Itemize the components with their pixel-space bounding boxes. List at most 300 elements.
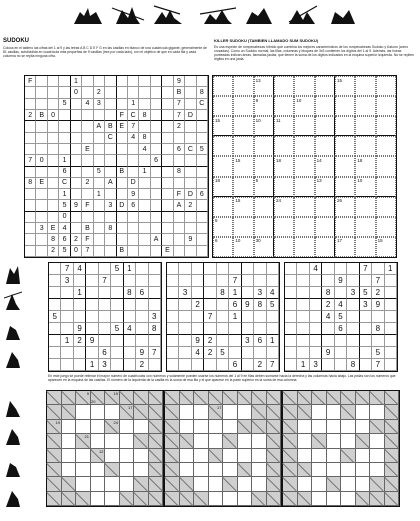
kakuro-entry-cell[interactable] [120, 477, 135, 491]
killer-cell[interactable] [213, 76, 233, 96]
sudoku9-cell[interactable] [242, 275, 254, 287]
sudoku16-cell[interactable]: F [82, 234, 93, 245]
kakuro-entry-cell[interactable] [223, 420, 238, 434]
sudoku9-cell[interactable]: 7 [204, 311, 216, 323]
sudoku9-cell[interactable]: 2 [372, 287, 384, 299]
sudoku16-cell[interactable]: 5 [94, 167, 105, 178]
sudoku16-cell[interactable] [48, 189, 59, 200]
sudoku9-cell[interactable] [267, 311, 279, 323]
kakuro-entry-cell[interactable] [238, 477, 253, 491]
killer-cell[interactable] [213, 177, 233, 197]
sudoku16-cell[interactable] [174, 178, 185, 189]
killer-cell[interactable] [355, 116, 375, 136]
sudoku16-cell[interactable] [174, 246, 185, 257]
kakuro-entry-cell[interactable] [312, 492, 327, 506]
sudoku16-cell[interactable] [185, 167, 196, 178]
sudoku9-cell[interactable]: 3 [99, 359, 111, 371]
sudoku9-cell[interactable]: 5 [49, 311, 61, 323]
killer-cell[interactable] [355, 156, 375, 176]
sudoku16-cell[interactable] [139, 189, 150, 200]
kakuro-entry-cell[interactable] [327, 463, 342, 477]
sudoku9-cell[interactable] [204, 287, 216, 299]
kakuro-entry-cell[interactable] [105, 405, 120, 419]
sudoku16-cell[interactable] [36, 200, 47, 211]
kakuro-entry-cell[interactable] [252, 477, 267, 491]
sudoku9-cell[interactable] [167, 359, 179, 371]
sudoku16-cell[interactable]: 0 [59, 212, 70, 223]
sudoku16-cell[interactable]: F [82, 200, 93, 211]
sudoku16-cell[interactable]: 6 [174, 144, 185, 155]
sudoku9-cell[interactable] [285, 359, 297, 371]
sudoku9-cell[interactable] [217, 311, 229, 323]
kakuro-entry-cell[interactable] [370, 449, 385, 463]
sudoku16-cell[interactable] [139, 99, 150, 110]
sudoku16-cell[interactable] [105, 189, 116, 200]
kakuro-entry-cell[interactable] [356, 449, 371, 463]
sudoku16-cell[interactable]: 7 [174, 99, 185, 110]
sudoku9-cell[interactable]: 3 [149, 311, 161, 323]
sudoku9-cell[interactable] [360, 335, 372, 347]
sudoku9-cell[interactable] [149, 335, 161, 347]
sudoku16-cell[interactable] [71, 144, 82, 155]
sudoku16-cell[interactable] [105, 76, 116, 87]
killer-cell[interactable] [294, 156, 314, 176]
sudoku9-cell[interactable] [179, 347, 191, 359]
sudoku9-cell[interactable] [360, 311, 372, 323]
sudoku16-cell[interactable]: 8 [197, 87, 208, 98]
killer-cell[interactable] [294, 116, 314, 136]
killer-cell[interactable] [315, 76, 335, 96]
sudoku16-cell[interactable]: D [185, 110, 196, 121]
sudoku9-cell[interactable] [124, 347, 136, 359]
sudoku9-cell[interactable] [149, 299, 161, 311]
kakuro-entry-cell[interactable] [134, 449, 149, 463]
sudoku9-cell[interactable] [49, 263, 61, 275]
sudoku16-cell[interactable] [117, 76, 128, 87]
sudoku9-cell[interactable] [335, 263, 347, 275]
sudoku9-cell[interactable] [179, 263, 191, 275]
sudoku9-cell[interactable] [285, 287, 297, 299]
sudoku9-cell[interactable]: 2 [192, 299, 204, 311]
kakuro-entry-cell[interactable] [356, 463, 371, 477]
sudoku16-cell[interactable] [128, 234, 139, 245]
sudoku9-cell[interactable] [124, 299, 136, 311]
kakuro-entry-cell[interactable] [76, 477, 91, 491]
sudoku16-cell[interactable] [48, 87, 59, 98]
sudoku9-cell[interactable] [267, 263, 279, 275]
sudoku9-cell[interactable] [124, 335, 136, 347]
sudoku16-cell[interactable] [162, 87, 173, 98]
sudoku16-cell[interactable] [94, 178, 105, 189]
sudoku16-cell[interactable] [128, 246, 139, 257]
sudoku16-cell[interactable] [139, 212, 150, 223]
kakuro-entry-cell[interactable] [370, 463, 385, 477]
sudoku9-cell[interactable] [242, 323, 254, 335]
killer-cell[interactable] [274, 116, 294, 136]
sudoku9-cell[interactable] [254, 323, 266, 335]
killer-cell[interactable] [274, 76, 294, 96]
sudoku9-cell[interactable] [285, 335, 297, 347]
sudoku16-cell[interactable] [25, 144, 36, 155]
sudoku9-cell[interactable]: 4 [74, 263, 86, 275]
sudoku16-cell[interactable] [197, 234, 208, 245]
kakuro-entry-cell[interactable] [312, 463, 327, 477]
killer-cell[interactable] [233, 136, 253, 156]
sudoku9-cell[interactable] [86, 299, 98, 311]
killer-cell[interactable] [355, 96, 375, 116]
sudoku16-cell[interactable]: 2 [82, 178, 93, 189]
sudoku16-cell[interactable] [105, 155, 116, 166]
kakuro-entry-cell[interactable] [209, 477, 224, 491]
sudoku9-cell[interactable] [136, 335, 148, 347]
sudoku16-cell[interactable] [128, 167, 139, 178]
sudoku16-cell[interactable] [105, 110, 116, 121]
sudoku16-cell[interactable] [71, 167, 82, 178]
sudoku9-cell[interactable] [285, 311, 297, 323]
sudoku9-cell[interactable] [242, 347, 254, 359]
killer-cell[interactable] [254, 156, 274, 176]
killer-cell[interactable] [294, 76, 314, 96]
kakuro-entry-cell[interactable] [356, 405, 371, 419]
sudoku16-cell[interactable] [151, 223, 162, 234]
sudoku9-cell[interactable] [297, 311, 309, 323]
sudoku9-cell[interactable] [242, 311, 254, 323]
sudoku9-cell[interactable] [179, 311, 191, 323]
killer-cell[interactable] [254, 136, 274, 156]
sudoku16-cell[interactable] [59, 110, 70, 121]
sudoku9-cell[interactable] [310, 275, 322, 287]
sudoku16-cell[interactable] [185, 121, 196, 132]
sudoku9-cell[interactable] [322, 323, 334, 335]
kakuro-entry-cell[interactable] [327, 434, 342, 448]
sudoku9-cell[interactable] [204, 275, 216, 287]
kakuro-entry-cell[interactable] [134, 463, 149, 477]
kakuro-entry-cell[interactable] [91, 463, 106, 477]
sudoku9-cell[interactable] [61, 359, 73, 371]
sudoku9-cell[interactable] [61, 287, 73, 299]
sudoku16-cell[interactable]: 3 [105, 200, 116, 211]
sudoku16-cell[interactable] [117, 99, 128, 110]
sudoku16-cell[interactable] [174, 234, 185, 245]
kakuro-entry-cell[interactable] [298, 477, 313, 491]
sudoku9-cell[interactable] [310, 323, 322, 335]
sudoku9-cell[interactable]: 1 [61, 335, 73, 347]
sudoku16-cell[interactable] [36, 212, 47, 223]
kakuro-entry-cell[interactable] [194, 449, 209, 463]
kakuro-entry-cell[interactable] [370, 434, 385, 448]
sudoku16-cell[interactable] [151, 212, 162, 223]
sudoku16-cell[interactable] [139, 234, 150, 245]
kakuro-entry-cell[interactable] [105, 492, 120, 506]
kakuro-entry-cell[interactable] [194, 405, 209, 419]
sudoku9-cell[interactable] [86, 323, 98, 335]
sudoku9-cell[interactable] [372, 263, 384, 275]
sudoku16-cell[interactable]: F [174, 189, 185, 200]
sudoku16-cell[interactable] [185, 246, 196, 257]
sudoku9-cell[interactable] [111, 335, 123, 347]
sudoku16-cell[interactable] [105, 144, 116, 155]
sudoku16-cell[interactable] [71, 223, 82, 234]
kakuro-entry-cell[interactable] [91, 405, 106, 419]
killer-cell[interactable] [376, 237, 396, 257]
sudoku16-cell[interactable] [151, 189, 162, 200]
sudoku16-cell[interactable]: A [174, 200, 185, 211]
sudoku16-cell[interactable]: E [36, 178, 47, 189]
killer-cell[interactable] [335, 76, 355, 96]
kakuro-entry-cell[interactable] [223, 463, 238, 477]
sudoku9-cell[interactable]: 4 [267, 287, 279, 299]
sudoku9-cell[interactable] [229, 263, 241, 275]
killer-cell[interactable] [355, 177, 375, 197]
sudoku9-cell[interactable] [124, 311, 136, 323]
sudoku16-cell[interactable]: 5 [59, 246, 70, 257]
sudoku16-cell[interactable] [174, 155, 185, 166]
sudoku16-cell[interactable]: C [185, 144, 196, 155]
sudoku9-cell[interactable] [111, 275, 123, 287]
killer-cell[interactable] [274, 177, 294, 197]
sudoku9-cell[interactable] [149, 263, 161, 275]
sudoku16-cell[interactable] [162, 99, 173, 110]
sudoku9-cell[interactable] [217, 335, 229, 347]
sudoku16-cell[interactable] [25, 246, 36, 257]
sudoku9-cell[interactable] [347, 263, 359, 275]
killer-cell[interactable] [213, 197, 233, 217]
sudoku16-cell[interactable] [174, 212, 185, 223]
sudoku9-cell[interactable] [167, 275, 179, 287]
killer-cell[interactable] [254, 76, 274, 96]
sudoku16-cell[interactable]: 7 [82, 246, 93, 257]
kakuro-entry-cell[interactable] [134, 420, 149, 434]
sudoku16-cell[interactable] [25, 121, 36, 132]
sudoku16-cell[interactable]: E [117, 121, 128, 132]
sudoku16-cell[interactable] [25, 212, 36, 223]
sudoku9-cell[interactable]: 7 [99, 275, 111, 287]
sudoku16-cell[interactable] [117, 155, 128, 166]
kakuro-entry-cell[interactable] [252, 463, 267, 477]
sudoku16-cell[interactable]: D [185, 189, 196, 200]
sudoku9-cell[interactable] [74, 347, 86, 359]
sudoku9-cell[interactable] [310, 287, 322, 299]
sudoku16-cell[interactable]: 8 [139, 133, 150, 144]
sudoku16-cell[interactable]: B [82, 223, 93, 234]
kakuro-entry-cell[interactable] [341, 492, 356, 506]
sudoku9-cell[interactable] [192, 359, 204, 371]
sudoku16-cell[interactable] [197, 155, 208, 166]
sudoku9-cell[interactable] [297, 323, 309, 335]
killer-cell[interactable] [254, 116, 274, 136]
sudoku16-cell[interactable] [139, 200, 150, 211]
sudoku9-cell[interactable]: 2 [204, 335, 216, 347]
killer-cell[interactable] [254, 197, 274, 217]
sudoku9-cell[interactable] [310, 335, 322, 347]
killer-cell[interactable] [294, 197, 314, 217]
sudoku9-cell[interactable] [310, 299, 322, 311]
sudoku16-cell[interactable] [185, 155, 196, 166]
sudoku9-cell[interactable] [335, 359, 347, 371]
sudoku9-cell[interactable] [229, 347, 241, 359]
sudoku9-cell[interactable] [385, 299, 397, 311]
killer-cell[interactable] [213, 237, 233, 257]
killer-cell[interactable] [315, 116, 335, 136]
kakuro-entry-cell[interactable] [76, 405, 91, 419]
sudoku9-cell[interactable] [192, 323, 204, 335]
sudoku16-cell[interactable]: B [105, 121, 116, 132]
sudoku9-cell[interactable]: 9 [74, 323, 86, 335]
sudoku16-cell[interactable] [162, 121, 173, 132]
sudoku9-cell[interactable] [167, 323, 179, 335]
sudoku16-cell[interactable]: 0 [71, 87, 82, 98]
sudoku9-cell[interactable]: 4 [310, 263, 322, 275]
kakuro-entry-cell[interactable] [327, 492, 342, 506]
sudoku9-cell[interactable]: 6 [254, 335, 266, 347]
sudoku9-cell[interactable] [179, 275, 191, 287]
killer-cell[interactable] [376, 116, 396, 136]
sudoku9-cell[interactable]: 8 [217, 287, 229, 299]
sudoku16-cell[interactable] [128, 155, 139, 166]
sudoku9-cell[interactable]: 8 [149, 323, 161, 335]
sudoku16-cell[interactable] [48, 167, 59, 178]
sudoku9-cell[interactable]: 2 [136, 359, 148, 371]
killer-cell[interactable] [294, 177, 314, 197]
sudoku16-cell[interactable]: 6 [151, 155, 162, 166]
sudoku9-cell[interactable] [149, 359, 161, 371]
sudoku9-cell[interactable] [229, 323, 241, 335]
sudoku16-cell[interactable]: 6 [197, 189, 208, 200]
sudoku9-cell[interactable] [99, 287, 111, 299]
sudoku16-cell[interactable] [82, 167, 93, 178]
sudoku16-cell[interactable] [139, 87, 150, 98]
sudoku16-cell[interactable] [151, 200, 162, 211]
sudoku9-cell[interactable]: 7 [372, 359, 384, 371]
sudoku16-cell[interactable] [25, 99, 36, 110]
sudoku9-cell[interactable]: 1 [74, 287, 86, 299]
killer-cell[interactable] [233, 116, 253, 136]
sudoku16-cell[interactable] [117, 178, 128, 189]
sudoku16-cell[interactable] [197, 223, 208, 234]
killer-cell[interactable] [274, 217, 294, 237]
sudoku16-cell[interactable] [25, 200, 36, 211]
kakuro-entry-cell[interactable] [91, 434, 106, 448]
kakuro-entry-cell[interactable] [194, 463, 209, 477]
sudoku9-cell[interactable]: 6 [99, 347, 111, 359]
sudoku9-cell[interactable] [347, 299, 359, 311]
kakuro-entry-cell[interactable] [238, 449, 253, 463]
killer-cell[interactable] [335, 197, 355, 217]
sudoku9-cell[interactable] [385, 347, 397, 359]
sudoku16-cell[interactable] [105, 246, 116, 257]
sudoku16-cell[interactable]: A [94, 121, 105, 132]
kakuro-entry-cell[interactable] [76, 420, 91, 434]
sudoku16-cell[interactable] [185, 133, 196, 144]
sudoku16-cell[interactable] [71, 121, 82, 132]
sudoku9-cell[interactable]: 9 [322, 347, 334, 359]
killer-cell[interactable] [376, 177, 396, 197]
sudoku16-cell[interactable] [36, 99, 47, 110]
sudoku16-cell[interactable]: 1 [128, 99, 139, 110]
sudoku16-cell[interactable]: B [117, 167, 128, 178]
sudoku9-cell[interactable]: 8 [347, 359, 359, 371]
sudoku9-cell[interactable] [49, 287, 61, 299]
sudoku9-cell[interactable] [310, 347, 322, 359]
sudoku16-cell[interactable] [151, 246, 162, 257]
sudoku9-cell[interactable] [322, 359, 334, 371]
sudoku16-cell[interactable] [117, 87, 128, 98]
sudoku16-cell[interactable]: 1 [71, 76, 82, 87]
sudoku9-cell[interactable] [360, 347, 372, 359]
sudoku9-cell[interactable]: 1 [124, 263, 136, 275]
sudoku16-cell[interactable] [197, 167, 208, 178]
sudoku16-cell[interactable]: B [117, 246, 128, 257]
sudoku9-cell[interactable]: 9 [242, 299, 254, 311]
sudoku16-cell[interactable] [128, 87, 139, 98]
sudoku9-cell[interactable] [49, 299, 61, 311]
kakuro-entry-cell[interactable] [194, 477, 209, 491]
sudoku16-cell[interactable] [185, 178, 196, 189]
sudoku9-cell[interactable] [49, 347, 61, 359]
sudoku16-cell[interactable] [94, 155, 105, 166]
sudoku9-cell[interactable] [124, 275, 136, 287]
killer-cell[interactable] [355, 136, 375, 156]
sudoku9-cell[interactable]: 1 [267, 335, 279, 347]
sudoku16-cell[interactable]: B [36, 110, 47, 121]
killer-cell[interactable] [376, 76, 396, 96]
sudoku16-cell[interactable]: 4 [128, 133, 139, 144]
killer-cell[interactable] [294, 96, 314, 116]
sudoku16-cell[interactable] [48, 144, 59, 155]
sudoku16-cell[interactable] [59, 121, 70, 132]
kakuro-entry-cell[interactable] [91, 492, 106, 506]
killer-cell[interactable] [294, 217, 314, 237]
sudoku9-cell[interactable] [285, 275, 297, 287]
sudoku16-cell[interactable] [162, 155, 173, 166]
sudoku16-cell[interactable] [197, 246, 208, 257]
killer-cell[interactable] [254, 217, 274, 237]
sudoku9-cell[interactable] [49, 275, 61, 287]
sudoku9-cell[interactable]: 5 [360, 287, 372, 299]
sudoku16-cell[interactable] [162, 223, 173, 234]
killer-cell[interactable] [376, 217, 396, 237]
sudoku9-cell[interactable] [192, 263, 204, 275]
sudoku16-cell[interactable] [82, 133, 93, 144]
sudoku9-cell[interactable]: 6 [335, 323, 347, 335]
sudoku9-cell[interactable]: 5 [372, 347, 384, 359]
killer-cell[interactable] [294, 237, 314, 257]
sudoku9-cell[interactable] [74, 359, 86, 371]
killer-cell[interactable] [274, 136, 294, 156]
sudoku9-cell[interactable] [385, 359, 397, 371]
sudoku16-cell[interactable]: 2 [94, 87, 105, 98]
killer-cell[interactable] [355, 76, 375, 96]
killer-cell[interactable] [315, 197, 335, 217]
killer-cell[interactable] [335, 96, 355, 116]
sudoku9-cell[interactable]: 9 [86, 335, 98, 347]
sudoku9-cell[interactable] [167, 347, 179, 359]
kakuro-entry-cell[interactable] [209, 492, 224, 506]
kakuro-entry-cell[interactable] [62, 420, 77, 434]
sudoku16-cell[interactable]: 9 [71, 200, 82, 211]
sudoku16-cell[interactable] [25, 189, 36, 200]
killer-cell[interactable] [233, 237, 253, 257]
sudoku9-cell[interactable] [136, 275, 148, 287]
sudoku16-cell[interactable] [117, 133, 128, 144]
kakuro-entry-cell[interactable] [105, 434, 120, 448]
sudoku16-cell[interactable] [185, 212, 196, 223]
sudoku9-cell[interactable]: 1 [297, 359, 309, 371]
sudoku9-cell[interactable] [111, 347, 123, 359]
sudoku16-cell[interactable] [36, 167, 47, 178]
sudoku16-cell[interactable] [151, 121, 162, 132]
sudoku16-cell[interactable] [94, 200, 105, 211]
